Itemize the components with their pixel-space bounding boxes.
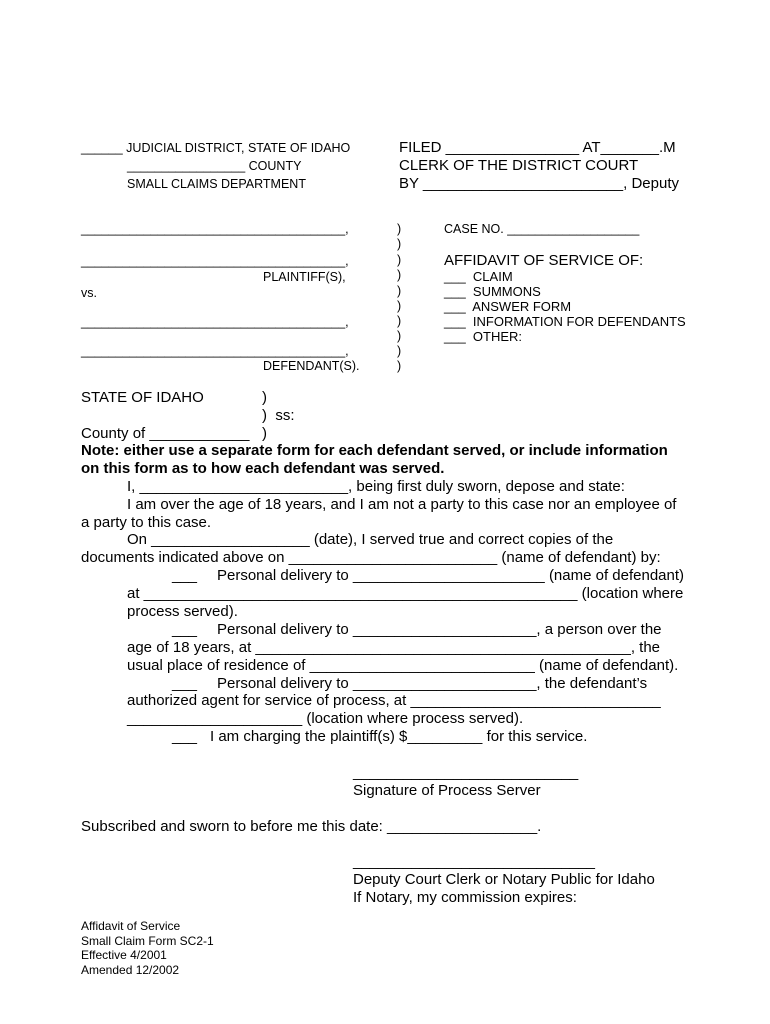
- service-item-other: ___ OTHER:: [444, 329, 523, 344]
- option-1-line-2: at ____________________________________________________ (location where: [127, 585, 684, 602]
- defendant-line-1: ______________________________________,: [81, 315, 349, 329]
- paren: ): [397, 329, 402, 343]
- note-line-1: Note: either use a separate form for each defendant served, or include information: [81, 442, 668, 459]
- footer-form-name: Affidavit of Service: [81, 919, 181, 933]
- venue-ss: ) ss:: [262, 407, 295, 424]
- option-2-line-3: usual place of residence of ___________________________ (name of defendant).: [127, 657, 679, 674]
- defendant-line-2: ______________________________________,: [81, 344, 349, 358]
- notary-label: Deputy Court Clerk or Notary Public for Idaho: [353, 871, 655, 888]
- paren: ): [397, 222, 402, 236]
- plaintiffs-label: PLAINTIFF(S),: [263, 270, 346, 284]
- service-item-claim: ___ CLAIM: [444, 269, 513, 284]
- option-2-line-2: age of 18 years, at _____________________________________________, the: [127, 639, 661, 656]
- option-2-blank: ___: [172, 621, 198, 638]
- affidavit-title: AFFIDAVIT OF SERVICE OF:: [444, 252, 644, 269]
- signature-line: ___________________________: [353, 764, 579, 781]
- signature-label: Signature of Process Server: [353, 782, 541, 799]
- paren: ): [397, 344, 402, 358]
- option-4-blank: ___: [172, 728, 198, 745]
- deputy-line: BY ________________________, Deputy: [399, 175, 679, 192]
- defendants-label: DEFENDANT(S).: [263, 359, 360, 373]
- option-1-line-1: Personal delivery to _______________________ (name of defendant): [217, 567, 685, 584]
- paren: ): [397, 314, 402, 328]
- footer-form-number: Small Claim Form SC2-1: [81, 933, 214, 948]
- venue-paren: ): [262, 389, 267, 406]
- option-4-line: I am charging the plaintiff(s) $_________ for this service.: [210, 728, 588, 745]
- paren: ): [397, 299, 402, 313]
- option-3-line-2: authorized agent for service of process, at ______________________________: [127, 692, 661, 709]
- filed-line: FILED ________________ AT_______.M: [399, 139, 676, 156]
- county-of-label: County of ____________: [81, 425, 250, 442]
- service-item-answer-form: ___ ANSWER FORM: [444, 299, 572, 314]
- paren: ): [397, 237, 402, 251]
- note-line-2: on this form as to how each defendant was served.: [81, 460, 445, 477]
- age-statement-cont: a party to this case.: [81, 514, 212, 531]
- state-label: STATE OF IDAHO: [81, 389, 204, 406]
- option-1-line-3: process served).: [127, 603, 238, 620]
- option-2-line-1: Personal delivery to ______________________, a person over the: [217, 621, 662, 638]
- served-date-line: On ___________________ (date), I served true and correct copies of the: [127, 531, 614, 548]
- paren: ): [397, 284, 402, 298]
- service-item-information: ___ INFORMATION FOR DEFENDANTS: [444, 314, 686, 329]
- plaintiff-line-1: ______________________________________,: [81, 222, 349, 236]
- footer-amended: Amended 12/2002: [81, 962, 180, 977]
- venue-paren: ): [262, 425, 267, 442]
- option-3-blank: ___: [172, 675, 198, 692]
- option-3-line-1: Personal delivery to ______________________, the defendant’s: [217, 675, 648, 692]
- county-line: _________________ COUNTY: [127, 159, 302, 173]
- plaintiff-line-2: ______________________________________,: [81, 254, 349, 268]
- vs-label: vs.: [81, 286, 97, 300]
- footer-effective: Effective 4/2001: [81, 948, 167, 962]
- clerk-line: CLERK OF THE DISTRICT COURT: [399, 157, 639, 174]
- case-number: CASE NO. ___________________: [444, 222, 640, 236]
- served-defendant-line: documents indicated above on _________________________ (name of defendant) by:: [81, 549, 661, 566]
- paren: ): [397, 359, 402, 373]
- affiant-line: I, _________________________, being first duly sworn, depose and state:: [127, 478, 625, 495]
- option-1-blank: ___: [172, 567, 198, 584]
- department-line: SMALL CLAIMS DEPARTMENT: [127, 177, 306, 191]
- paren: ): [397, 268, 402, 282]
- notary-expires: If Notary, my commission expires:: [353, 889, 577, 906]
- notary-line: _____________________________: [353, 853, 595, 870]
- judicial-district-line: ______ JUDICIAL DISTRICT, STATE OF IDAHO: [81, 141, 351, 155]
- paren: ): [397, 253, 402, 267]
- option-3-line-3: _____________________ (location where process served).: [127, 710, 524, 727]
- service-item-summons: ___ SUMMONS: [444, 284, 541, 299]
- age-statement: I am over the age of 18 years, and I am not a party to this case nor an employee of: [127, 496, 677, 513]
- subscribed-line: Subscribed and sworn to before me this date: __________________.: [81, 818, 542, 835]
